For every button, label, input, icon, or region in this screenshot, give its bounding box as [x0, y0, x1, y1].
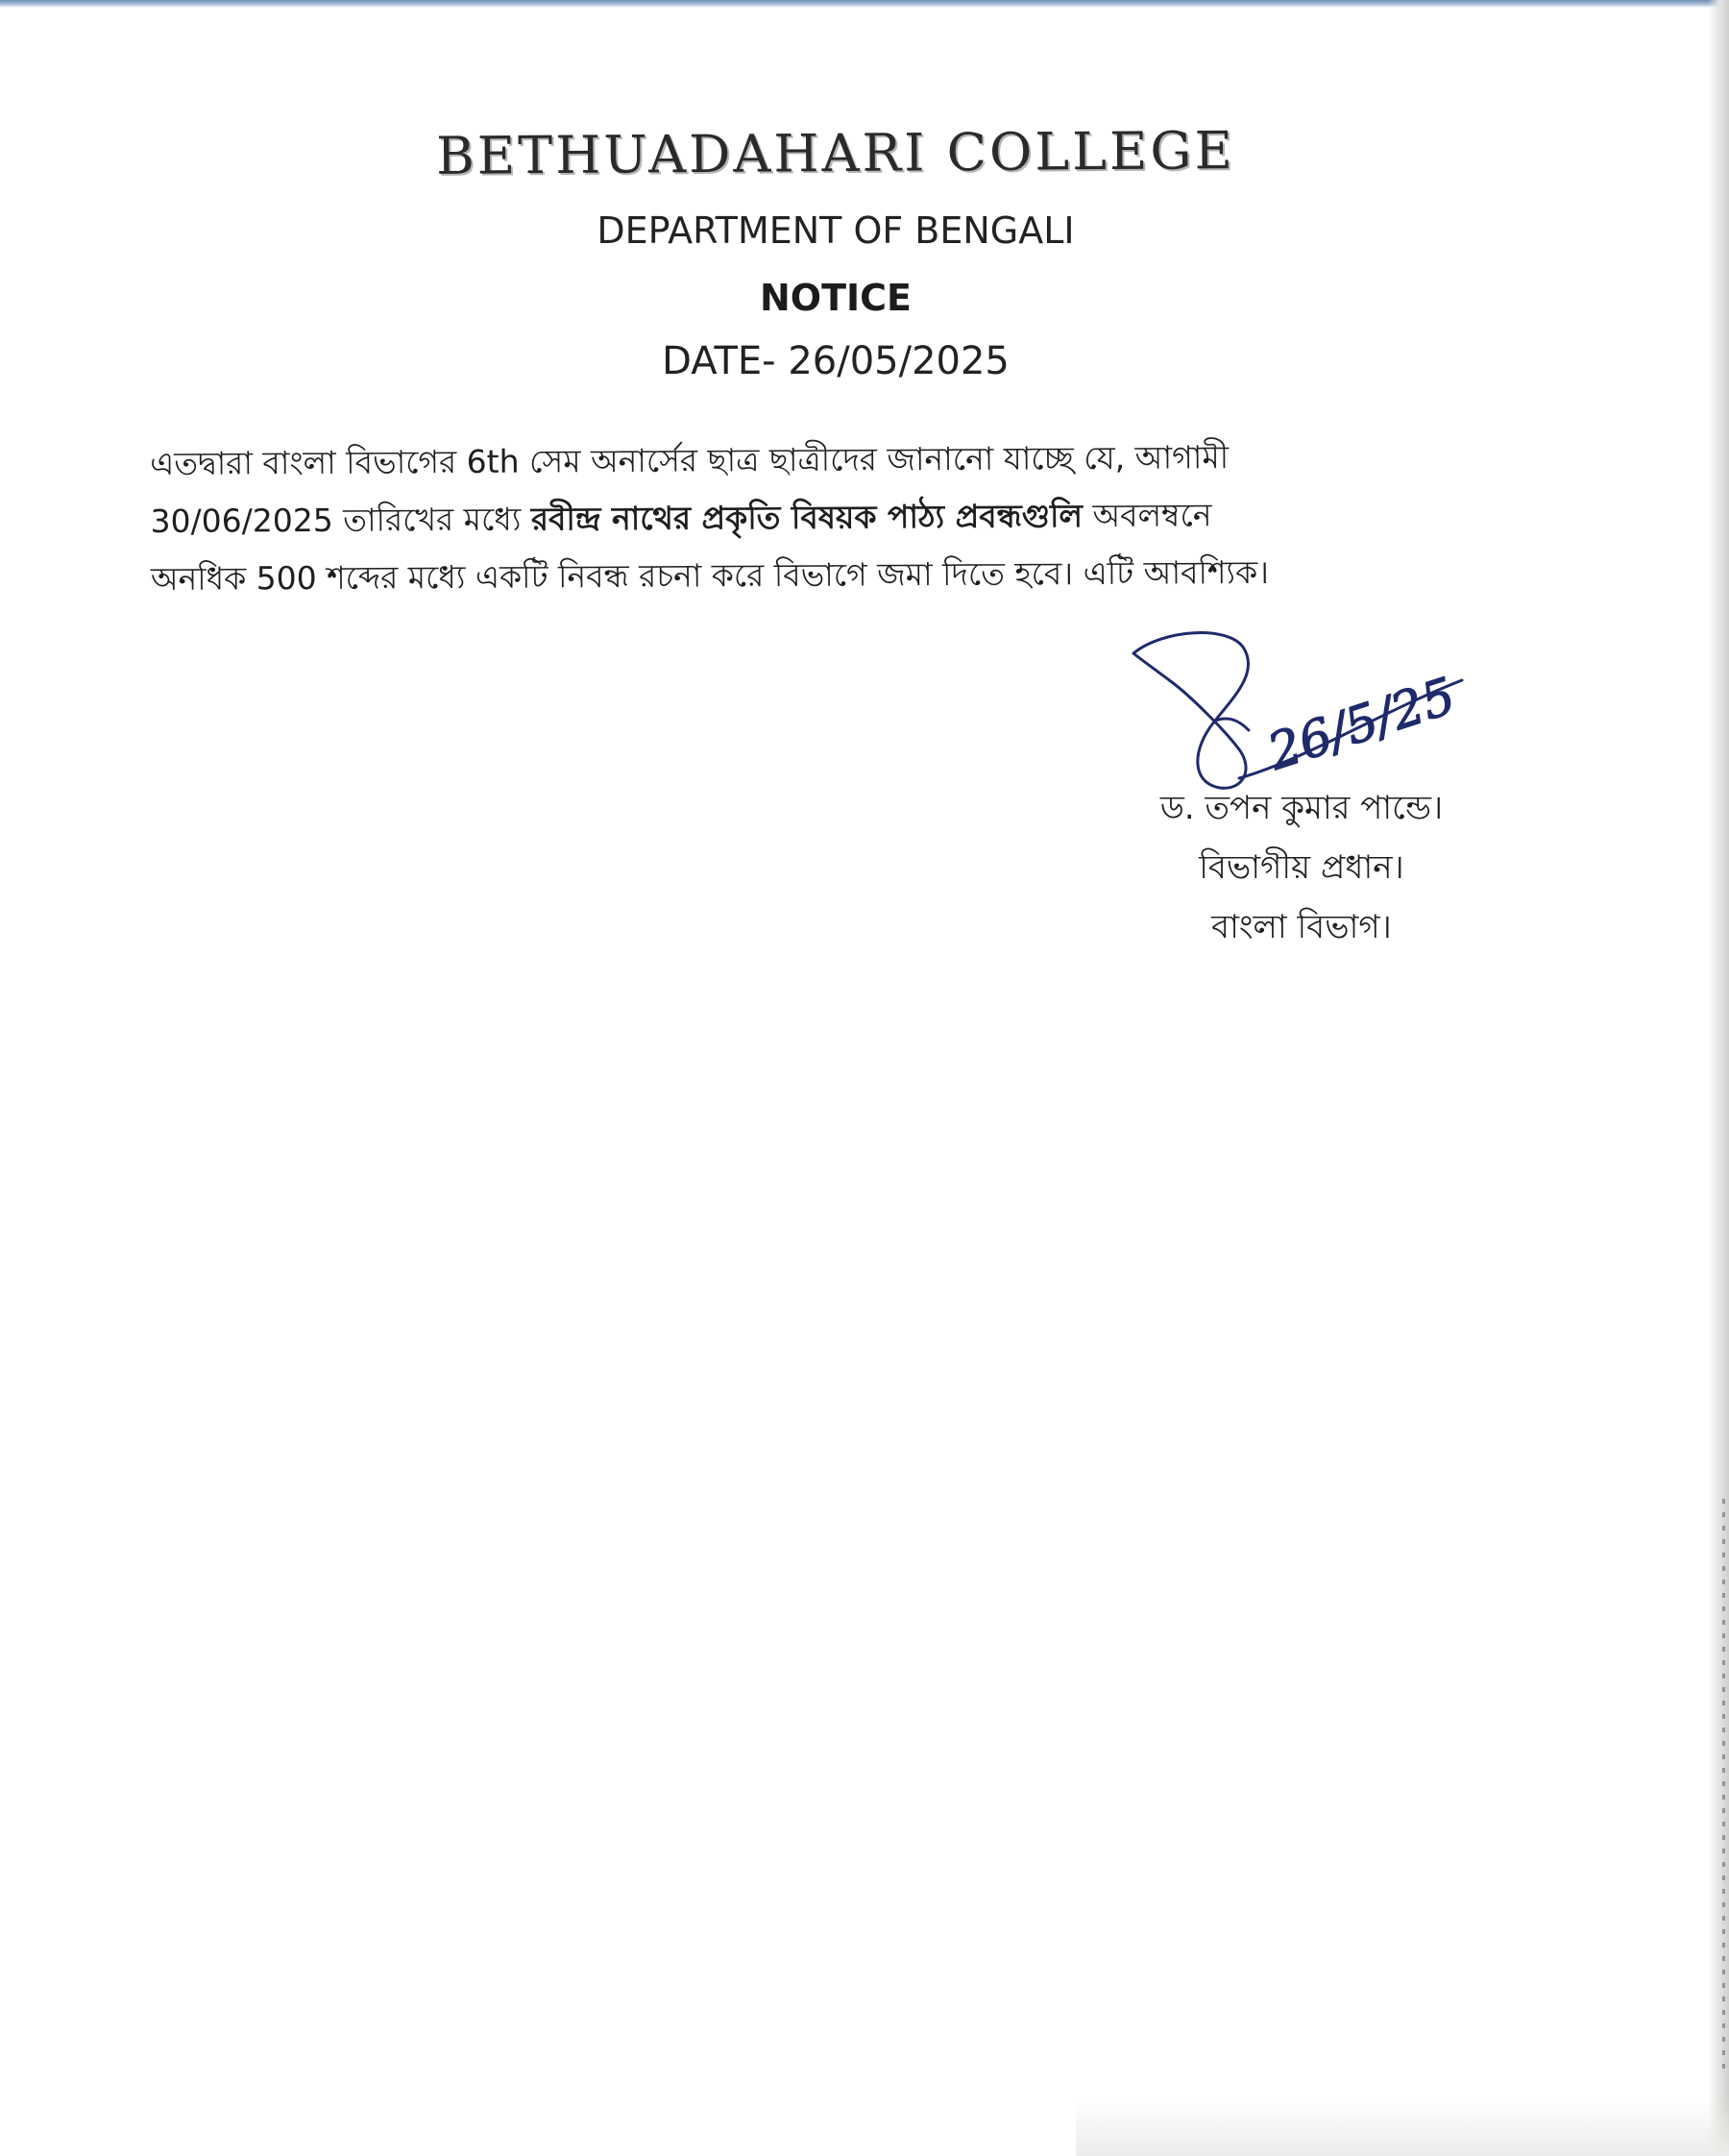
handwritten-signature — [1124, 625, 1479, 797]
notice-body-line-2-end: অবলম্বনে — [1082, 496, 1212, 535]
notice-body-line-3: অনধিক 500 শব্দের মধ্যে একটি নিবন্ধ রচনা করে বিভাগে জমা দিতে হবে। এটি আবশ্যিক। — [150, 552, 1270, 598]
notice-body-line-2-start: 30/06/2025 তারিখের মধ্যে — [150, 500, 531, 540]
scan-right-edge — [1708, 0, 1729, 2156]
notice-body-line-2 — [150, 485, 1456, 551]
notice-body-topic: রবীন্দ্র নাথের প্রকৃতি বিষয়ক পাঠ্য প্রবন্ধগুলি — [530, 497, 1084, 538]
notice-body — [150, 428, 1457, 608]
scan-top-edge — [0, 0, 1729, 8]
scan-bottom-shade — [1076, 2098, 1729, 2156]
scan-edge-marks — [1722, 1499, 1725, 2075]
department-name: DEPARTMENT OF BENGALI — [597, 209, 1075, 252]
svg-text:26/5/25: 26/5/25 — [1261, 667, 1463, 782]
notice-heading: NOTICE — [759, 277, 912, 319]
signatory-name: ড. তপন কুমার পান্ডে। — [1159, 789, 1444, 827]
college-name: BETHUADAHARI COLLEGE — [435, 120, 1236, 186]
signatory-department: বাংলা বিভাগ। — [1211, 908, 1392, 946]
notice-date: DATE- 26/05/2025 — [662, 339, 1010, 383]
notice-body-line-1: এতদ্বারা বাংলা বিভাগের 6th সেম অনার্সের ছাত্র ছাত্রীদের জানানো যাচ্ছে যে, আগামী — [150, 438, 1230, 482]
signatory-block — [1095, 778, 1508, 957]
signatory-designation: বিভাগীয় প্রধান। — [1199, 848, 1404, 887]
